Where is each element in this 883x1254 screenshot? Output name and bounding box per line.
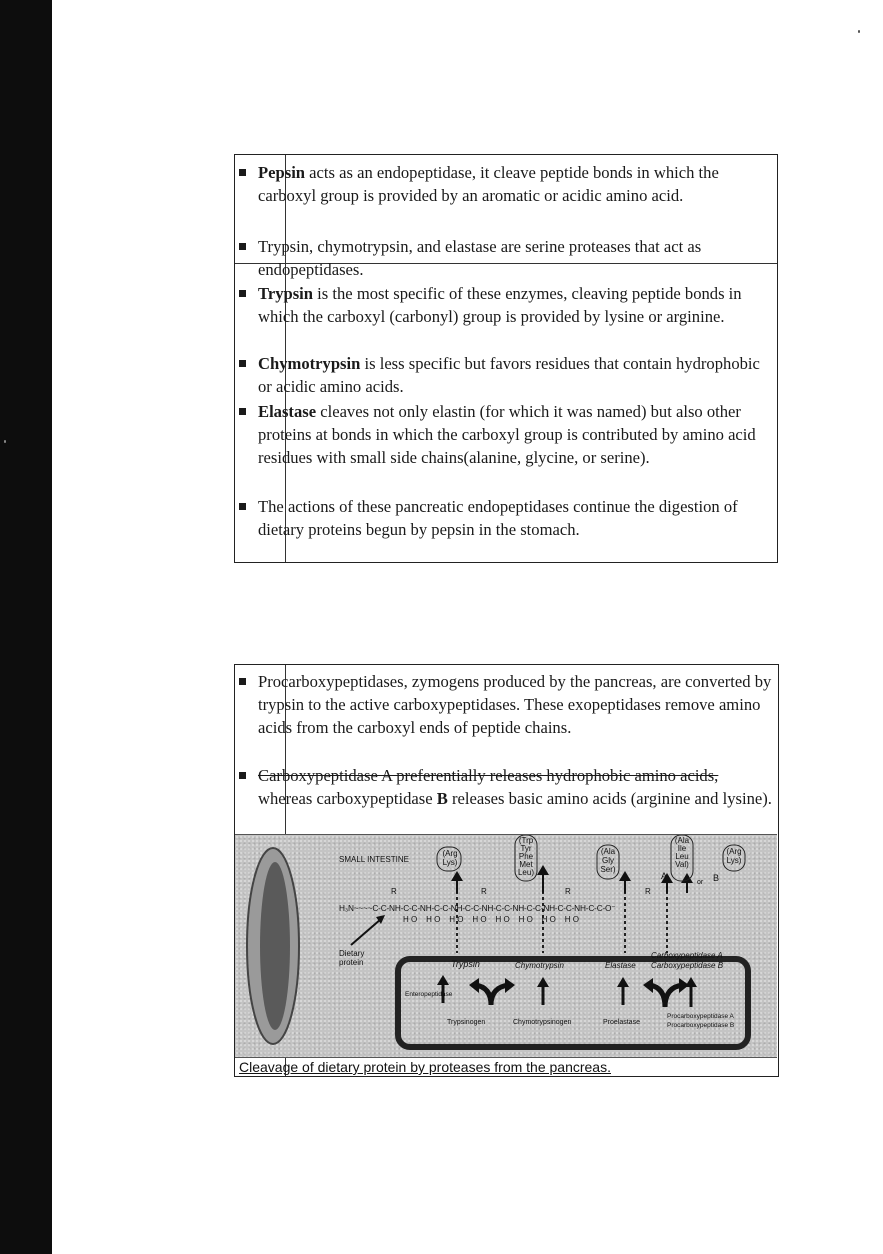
label-proelastase: Proelastase [603, 1019, 640, 1026]
label-or: or [697, 879, 704, 886]
bullet-pepsin [239, 161, 773, 207]
term-b: B [436, 789, 448, 808]
bullet-carboxypeptidase-ab [239, 764, 774, 810]
scan-speck [858, 30, 860, 33]
arrow-head [685, 977, 697, 987]
term-elastase: Elastase [258, 402, 317, 421]
bullet-mark [239, 678, 246, 685]
peptide-chain: H₃N~~~~C-C-NH-C-C-NH-C-C-NH-C-C-NH-C-C-NH-C-C-NH-C-C-NH-C-C-O⁻ [339, 903, 616, 913]
label-procarboxypeptidase-b: Procarboxypeptidase B [667, 1022, 735, 1029]
slide-endopeptidases [234, 154, 778, 563]
label-enteropeptidase: Enteropeptidase [405, 991, 453, 998]
struck-text: Carboxypeptidase A preferentially releases hydrophobic amino acids, [258, 766, 719, 785]
label-r: R [481, 887, 487, 896]
term-pepsin: Pepsin [258, 163, 306, 182]
bullet-text: The actions of these pancreatic endopeptidases continue the digestion of dietary proteins begun by pepsin in the stomach. [258, 497, 738, 539]
arrow-head [469, 978, 479, 993]
label-carboxypeptidase-b: Carboxypeptidase B [651, 961, 724, 970]
label-r: R [645, 887, 651, 896]
label-elastase-sites: (Ala Gly Ser) [600, 847, 616, 874]
bullet-mark [239, 503, 246, 510]
label-trypsin-sites: (Arg Lys) [442, 849, 458, 867]
bullet-trypsin [239, 282, 773, 328]
label-elastase: Elastase [605, 961, 636, 970]
term-trypsin: Trypsin [258, 284, 314, 303]
slide-carboxypeptidases [234, 664, 779, 1077]
label-carboxypeptidase-a: Carboxypeptidase A [651, 951, 723, 960]
label-procarboxypeptidase-a: Procarboxypeptidase A [667, 1013, 734, 1020]
figure-caption [239, 1059, 611, 1075]
bullet-procarboxypeptidases [239, 670, 774, 739]
activation-loop [398, 959, 748, 1047]
label-chymotrypsin: Chymotrypsin [515, 961, 564, 970]
arrow-head [437, 975, 449, 985]
arrow-head [617, 977, 629, 987]
bullet-text: Procarboxypeptidases, zymogens produced by the pancreas, are converted by trypsin to the active carboxypeptidases. These exopeptidases remove amino acids from the carboxyl ends of peptide chains. [258, 672, 772, 737]
arrow-head [643, 978, 653, 993]
bullet-text: acts as an endopeptidase, it cleave peptide bonds in which the carboxyl group is provided by an aromatic or acidic amino acid. [258, 163, 719, 205]
bullet-mark [239, 408, 246, 415]
bullet-mark [239, 290, 246, 297]
protease-cleavage-figure [235, 834, 777, 1058]
label-a: A [661, 871, 668, 881]
label-b: B [713, 873, 720, 883]
bullet-digestion [239, 495, 773, 541]
bullet-text: is the most specific of these enzymes, cleaving peptide bonds in which the carboxyl (carbonyl) group is provided by lysine or arginine. [258, 284, 742, 326]
arrow-head [537, 977, 549, 987]
bullet-text: is less specific but favors residues that contain hydrophobic or acidic amino acids. [258, 354, 760, 396]
label-cpa-sites: (Ala Ile Leu Val) [674, 836, 690, 869]
arrow-head [537, 865, 549, 875]
label-chymotrypsinogen: Chymotrypsinogen [513, 1019, 572, 1026]
bullet-mark [239, 772, 246, 779]
dietary-protein-arrow [351, 919, 381, 945]
term-chymotrypsin: Chymotrypsin [258, 354, 361, 373]
arrow-head [505, 978, 515, 993]
label-dietary-protein: Dietary protein [339, 949, 365, 967]
intestine-lumen [260, 862, 290, 1030]
scan-left-border [0, 0, 52, 1254]
bullet-elastase [239, 400, 773, 469]
arrow-head [451, 871, 463, 881]
label-cpb-sites: (Arg Lys) [726, 847, 742, 865]
bullet-text: Trypsin, chymotrypsin, and elastase are serine proteases that act as endopeptidases. [258, 237, 702, 279]
bullet-mark [239, 243, 246, 250]
caption-text: Cleavage of dietary protein by proteases from the pancreas. [239, 1059, 611, 1075]
bullet-mark [239, 169, 246, 176]
label-small-intestine: SMALL INTESTINE [339, 855, 409, 864]
bullet-text: releases basic amino acids (arginine and lysine). [447, 789, 772, 808]
bullet-serine-proteases [239, 235, 773, 281]
peptide-ho-row: H O H O H O H O H O H O H O H O [403, 915, 580, 924]
label-chymotrypsin-sites: (Trp Tyr Phe Met Leu) [517, 836, 534, 877]
label-trypsinogen: Trypsinogen [447, 1019, 486, 1026]
scan-speck [4, 440, 6, 443]
label-r: R [391, 887, 397, 896]
bullet-text: whereas carboxypeptidase [258, 789, 437, 808]
bullet-mark [239, 360, 246, 367]
label-r: R [565, 887, 571, 896]
arrow-head [619, 871, 631, 881]
bullet-text: cleaves not only elastin (for which it was named) but also other proteins at bonds in which the carboxyl group is contributed by amino acid residues with small side chains(alanine, glycine, or serine). [258, 402, 756, 467]
bullet-chymotrypsin [239, 352, 773, 398]
label-trypsin: Trypsin [451, 959, 480, 969]
